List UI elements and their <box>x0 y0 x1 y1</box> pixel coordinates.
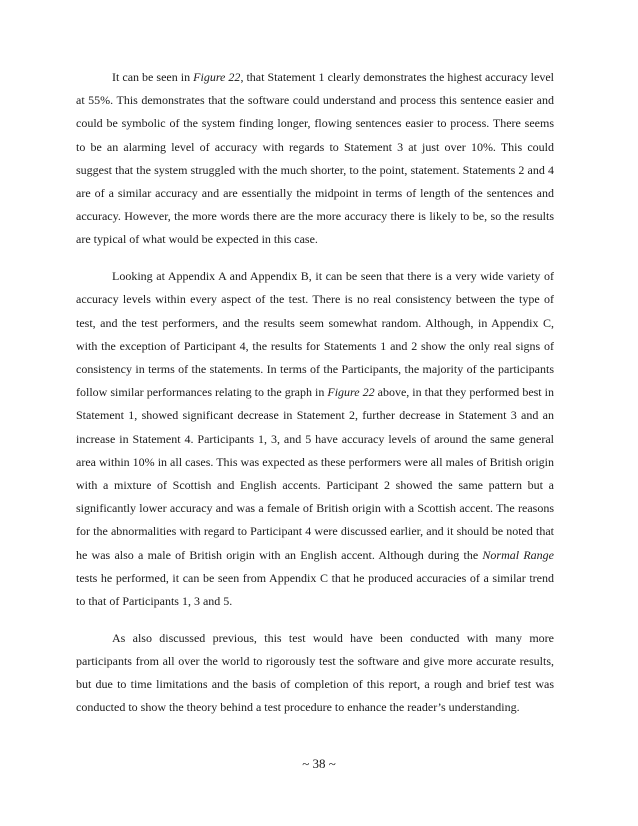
text-segment: above, in that they performed best in Statement 1, showed significant decrease in Statement 2, further decrease in Statement 3 and an increase in Statement 4. Participants 1, 3, and 5 have accuracy levels of around the same general area within 10% in all cases. This was expected as these performers were all males of British origin with a mixture of Scottish and English accents. Participant 2 showed the same pattern but a significantly lower accuracy and was a female of British origin with a Scottish accent. The reasons for the abnormalities with regard to Participant 4 were discussed earlier, and it should be noted that he was also a male of British origin with an English accent. Although during the <box>76 385 554 562</box>
text-segment: Looking at Appendix A and Appendix B, it can be seen that there is a very wide variety of accuracy levels within every aspect of the test. There is no real consistency between the type of test, and the test performers, and the results seem somewhat random. Although, in Appendix C, with the exception of Participant 4, the results for Statements 1 and 2 show the only real signs of consistency in terms of the statements. In terms of the Participants, the majority of the participants follow similar performances relating to the graph in <box>76 269 554 400</box>
figure-reference: Figure 22 <box>327 385 375 400</box>
text-segment: As also discussed previous, this test would have been conducted with many more participants from all over the world to rigorously test the software and give more accurate results, but due to time limitations and the basis of completion of this report, a rough and brief test was conducted to show the theory behind a test procedure to enhance the reader’s understanding. <box>76 630 554 715</box>
paragraph-2 <box>76 265 554 613</box>
figure-reference: Figure 22 <box>193 70 241 84</box>
test-name-reference: Normal Range <box>482 547 554 562</box>
paragraph-1 <box>76 66 554 252</box>
text-segment: tests he performed, it can be seen from Appendix C that he produced accuracies of a similar trend to that of Participants 1, 3 and 5. <box>76 570 554 608</box>
text-segment: It can be seen in <box>112 70 194 84</box>
paragraph-3 <box>76 627 554 720</box>
body-text <box>76 66 554 733</box>
text-segment: , that Statement 1 clearly demonstrates the highest accuracy level at 55%. This demonstrates that the software could understand and process this sentence easier and could be symbolic of the system finding longer, flowing sentences easier to process. There seems to be an alarming level of accuracy with regards to Statement 3 at just over 10%. This could suggest that the system struggled with the much shorter, to the point, statement. Statements 2 and 4 are of a similar accuracy and are essentially the midpoint in terms of length of the sentences and accuracy. However, the more words there are the more accuracy there is likely to be, so the results are typical of what would be expected in this case. <box>76 70 555 247</box>
page-number: ~ 38 ~ <box>302 756 336 771</box>
